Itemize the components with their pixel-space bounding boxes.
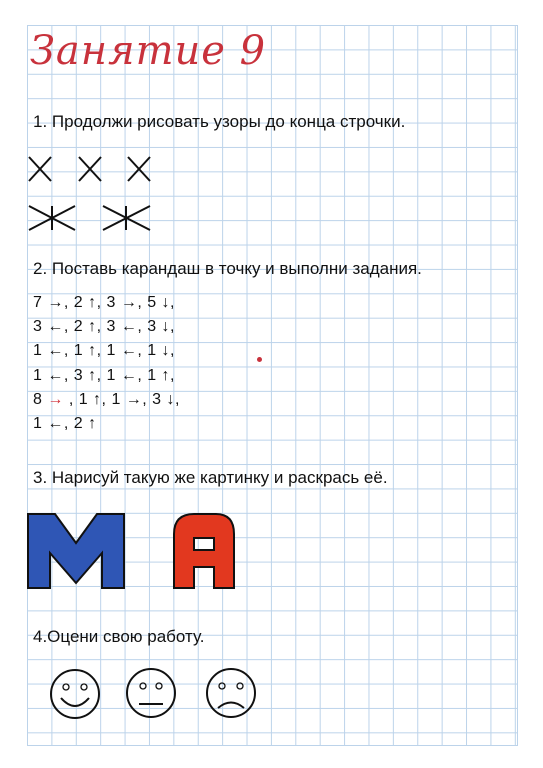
command-line: 7 →, 2 ↑, 3 →, 5 ↓, — [33, 294, 175, 311]
task-4-label: 4.Оцени свою работу. — [33, 627, 205, 646]
command-line: 1 ←, 3 ↑, 1 ←, 1 ↑, — [33, 367, 175, 384]
command-steps: 8 — [33, 391, 43, 408]
command-rest: , 1 ↑, 1 →, 3 ↓, — [68, 391, 180, 408]
lesson-title: Занятие 9 — [30, 28, 267, 74]
command-line: 1 ←, 1 ↑, 1 ←, 1 ↓, — [33, 342, 175, 359]
command-line: 1 ←, 2 ↑ — [33, 415, 97, 432]
task-1-label: 1. Продолжи рисовать узоры до конца строчки. — [33, 112, 406, 131]
task-2-label: 2. Поставь карандаш в точку и выполни задания. — [33, 259, 422, 278]
command-line: 3 ←, 2 ↑, 3 ←, 3 ↓, — [33, 318, 175, 335]
task-3-label: 3. Нарисуй такую же картинку и раскрась её. — [33, 468, 388, 487]
crossed-arrow: → — [47, 391, 64, 408]
